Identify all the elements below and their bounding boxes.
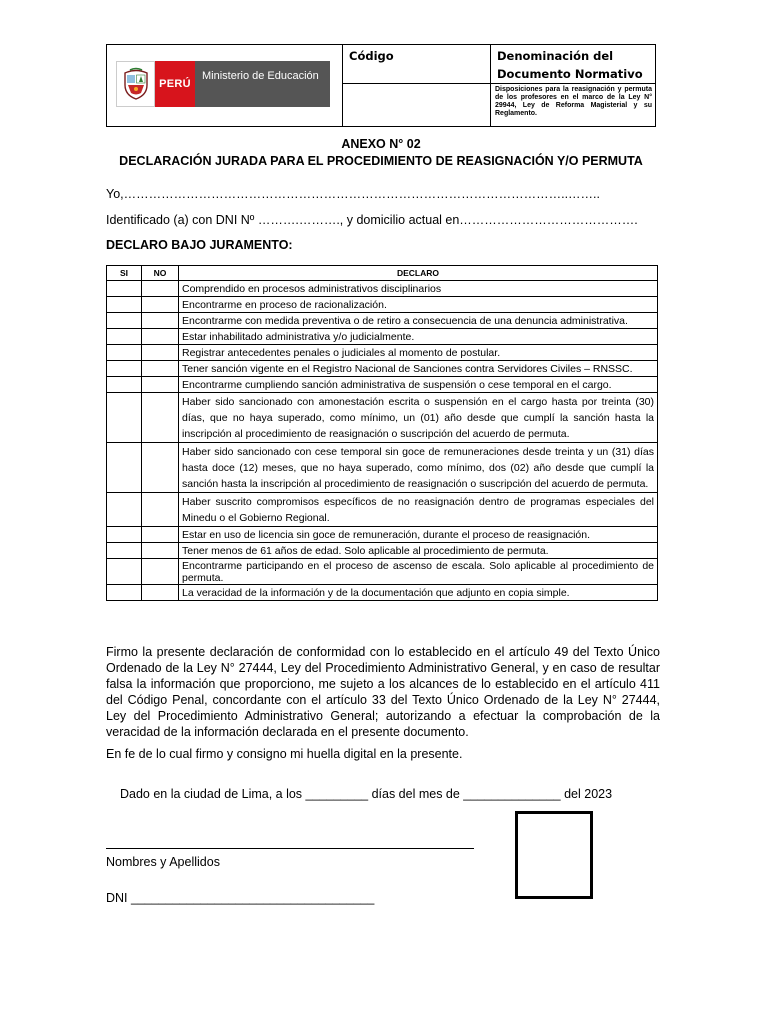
table-row — [107, 527, 658, 543]
no-cell[interactable] — [142, 345, 179, 361]
table-row — [107, 297, 658, 313]
declaration-text: Haber suscrito compromisos específicos de no reasignación dentro de programas especiales del Minedu o el Gobierno Regional. — [179, 493, 658, 527]
declaro-heading: DECLARO BAJO JURAMENTO: — [106, 238, 293, 252]
si-cell[interactable] — [107, 393, 142, 443]
document-header — [106, 44, 656, 127]
no-cell[interactable] — [142, 361, 179, 377]
si-cell[interactable] — [107, 329, 142, 345]
no-cell[interactable] — [142, 443, 179, 493]
denominacion-cell — [491, 45, 656, 84]
si-cell[interactable] — [107, 313, 142, 329]
main-title: DECLARACIÓN JURADA PARA EL PROCEDIMIENTO DE REASIGNACIÓN Y/O PERMUTA — [119, 154, 643, 168]
declaration-text: Comprendido en procesos administrativos disciplinarios — [179, 281, 658, 297]
nombres-label: Nombres y Apellidos — [106, 855, 220, 869]
dni-line: DNI ___________________________________ — [106, 891, 375, 905]
si-cell[interactable] — [107, 559, 142, 585]
minedu-logo — [116, 61, 330, 107]
codigo-value-cell — [343, 84, 491, 127]
header-no: NO — [142, 266, 179, 281]
table-header-row — [107, 266, 658, 281]
si-cell[interactable] — [107, 543, 142, 559]
no-cell[interactable] — [142, 313, 179, 329]
declaration-text: La veracidad de la información y de la documentación que adjunto en copia simple. — [179, 585, 658, 601]
table-row — [107, 393, 658, 443]
no-cell[interactable] — [142, 585, 179, 601]
declaration-text: Haber sido sancionado con cese temporal sin goce de remuneraciones desde treinta y un (31) días hasta doce (12) meses, que no haya superado, como mínimo, dos (02) año desde que cumplí la sanción hasta la inscripción al procedimiento de reasignación o suscripción del acuerdo de permuta. — [179, 443, 658, 493]
declaration-text: Encontrarme con medida preventiva o de retiro a consecuencia de una denuncia administrativa. — [179, 313, 658, 329]
table-row — [107, 493, 658, 527]
dado-line: Dado en la ciudad de Lima, a los _________ días del mes de ______________ del 2023 — [120, 787, 613, 801]
table-row — [107, 559, 658, 585]
codigo-label: Código — [349, 49, 394, 63]
header-declaro: DECLARO — [179, 266, 658, 281]
no-cell[interactable] — [142, 377, 179, 393]
codigo-cell — [343, 45, 491, 84]
fe-line: En fe de lo cual firmo y consigno mi huella digital en la presente. — [106, 747, 463, 761]
disposiciones-cell — [491, 84, 656, 127]
declaration-text: Estar en uso de licencia sin goce de remuneración, durante el proceso de reasignación. — [179, 527, 658, 543]
no-cell[interactable] — [142, 329, 179, 345]
declaration-text: Encontrarme cumpliendo sanción administrativa de suspensión o cese temporal en el cargo. — [179, 377, 658, 393]
si-cell[interactable] — [107, 281, 142, 297]
table-row — [107, 345, 658, 361]
si-cell[interactable] — [107, 377, 142, 393]
ministry-label: Ministerio de Educación — [195, 61, 330, 107]
no-cell[interactable] — [142, 527, 179, 543]
si-cell[interactable] — [107, 443, 142, 493]
table-row — [107, 361, 658, 377]
no-cell[interactable] — [142, 393, 179, 443]
si-cell[interactable] — [107, 493, 142, 527]
id-line: Identificado (a) con DNI Nº ……….………., y domicilio actual en……………………………………. — [106, 213, 638, 227]
declaration-text: Estar inhabilitado administrativa y/o judicialmente. — [179, 329, 658, 345]
table-row — [107, 329, 658, 345]
denominacion-label: Denominación del Documento Normativo — [497, 49, 643, 81]
si-cell[interactable] — [107, 585, 142, 601]
table-row — [107, 281, 658, 297]
table-row — [107, 585, 658, 601]
table-row — [107, 313, 658, 329]
table-row — [107, 377, 658, 393]
annex-title: ANEXO N° 02 — [341, 137, 421, 151]
si-cell[interactable] — [107, 345, 142, 361]
si-cell[interactable] — [107, 527, 142, 543]
fingerprint-box — [515, 811, 593, 899]
declaration-text: Haber sido sancionado con amonestación escrita o suspensión en el cargo hasta por treinta (30) días, que no haya superado, como mínimo, un (01) año desde que cumplí la sanción hasta la inscripción al procedimiento de reasignación o suscripción del acuerdo de permuta. — [179, 393, 658, 443]
declaration-text: Registrar antecedentes penales o judiciales al momento de postular. — [179, 345, 658, 361]
declaration-text: Tener sanción vigente en el Registro Nacional de Sanciones contra Servidores Civiles – RNSSC. — [179, 361, 658, 377]
declaration-text: Encontrarme en proceso de racionalización. — [179, 297, 658, 313]
no-cell[interactable] — [142, 297, 179, 313]
logo-cell — [107, 45, 343, 127]
no-cell[interactable] — [142, 493, 179, 527]
yo-line: Yo,……………………………………………………………………………………………..…….. — [106, 187, 601, 201]
declaration-text: Encontrarme participando en el proceso de ascenso de escala. Solo aplicable al procedimiento de permuta. — [179, 559, 658, 585]
firmo-paragraph: Firmo la presente declaración de conformidad con lo establecido en el artículo 49 del Texto Único Ordenado de la Ley N° 27444, Ley del Procedimiento Administrativo General, y en caso de resultar falsa la información que proporciono, me sujeto a los alcances de lo establecido en el artículo 411 del Código Penal, concordante con el artículo 33 del Texto Único Ordenado de la Ley N° 27444, Ley del Procedimiento Administrativo General; autorizando a efectuar la comprobación de la veracidad de la información declarada en el presente documento. — [106, 645, 660, 739]
no-cell[interactable] — [142, 543, 179, 559]
table-row — [107, 543, 658, 559]
header-si: SI — [107, 266, 142, 281]
disposiciones-text: Disposiciones para la reasignación y permuta de los profesores en el marco de la Ley N° 29944, Ley de Reforma Magisterial y su Reglamento. — [495, 86, 652, 117]
declaration-table — [106, 265, 658, 601]
no-cell[interactable] — [142, 281, 179, 297]
peru-coat-of-arms-icon — [116, 61, 155, 107]
si-cell[interactable] — [107, 297, 142, 313]
declaration-text: Tener menos de 61 años de edad. Solo aplicable al procedimiento de permuta. — [179, 543, 658, 559]
no-cell[interactable] — [142, 559, 179, 585]
si-cell[interactable] — [107, 361, 142, 377]
table-row — [107, 443, 658, 493]
signature-line — [106, 848, 474, 849]
peru-label: PERÚ — [155, 61, 195, 107]
